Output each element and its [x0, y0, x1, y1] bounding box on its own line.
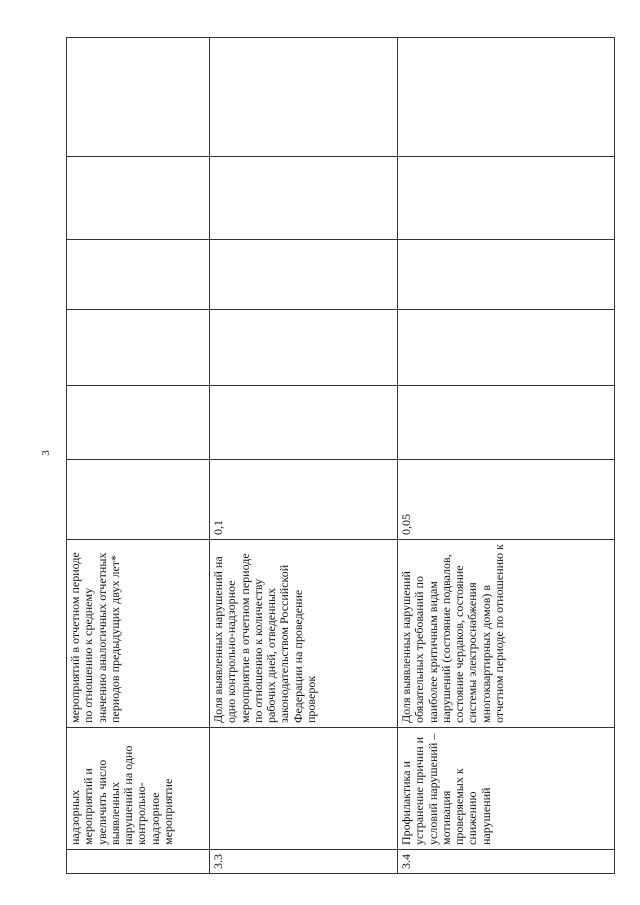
empty-cell [67, 240, 210, 310]
indicator-cell: мероприятий в отчетном периоде по отношению к среднему значению аналогичных отчетных периодов предыдущих двух лет* [67, 540, 210, 728]
target-value-cell: 0,1 [210, 460, 398, 540]
rotated-table [66, 38, 614, 874]
empty-cell [398, 310, 615, 386]
empty-cell [67, 157, 210, 240]
indicator-cell: Доля выявленных нарушений на одно контрольно-надзорное мероприятие в отчетном периоде по отношению к количеству рабочих дней, отведенных законодательством Российской Федерации на проведение проверок [210, 540, 398, 728]
empty-cell [398, 157, 615, 240]
empty-cell [210, 38, 398, 157]
table-row [67, 38, 210, 874]
empty-cell [67, 310, 210, 386]
row-number-cell: 3.4 [398, 850, 615, 874]
empty-cell [210, 157, 398, 240]
empty-cell [210, 240, 398, 310]
empty-cell [67, 386, 210, 460]
empty-cell [398, 240, 615, 310]
measure-name-cell: Профилактика и устранение причин и условий нарушений – мотивация проверяемых к снижению нарушений [398, 728, 615, 850]
empty-cell [210, 310, 398, 386]
table-row [398, 38, 615, 874]
empty-cell [67, 38, 210, 157]
indicators-table [66, 37, 615, 874]
row-number-cell [67, 850, 210, 874]
table-row [210, 38, 398, 874]
target-value-cell [67, 460, 210, 540]
page-number: 3 [40, 450, 52, 456]
empty-cell [398, 38, 615, 157]
empty-cell [398, 386, 615, 460]
measure-name-cell: надзорных мероприятий и увеличить число выявленных нарушений на одно контрольно-надзорное мероприятие [67, 728, 210, 850]
indicator-cell: Доля выявленных нарушений обязательных требований по наиболее критичным видам нарушений (состояние подвалов, состояние чердаков, состояние системы электроснабжения многоквартирных домов) в отчетном периоде по отношению к [398, 540, 615, 728]
row-number-cell: 3.3 [210, 850, 398, 874]
table-container [66, 38, 614, 874]
empty-cell [210, 386, 398, 460]
measure-name-cell [210, 728, 398, 850]
target-value-cell: 0,05 [398, 460, 615, 540]
